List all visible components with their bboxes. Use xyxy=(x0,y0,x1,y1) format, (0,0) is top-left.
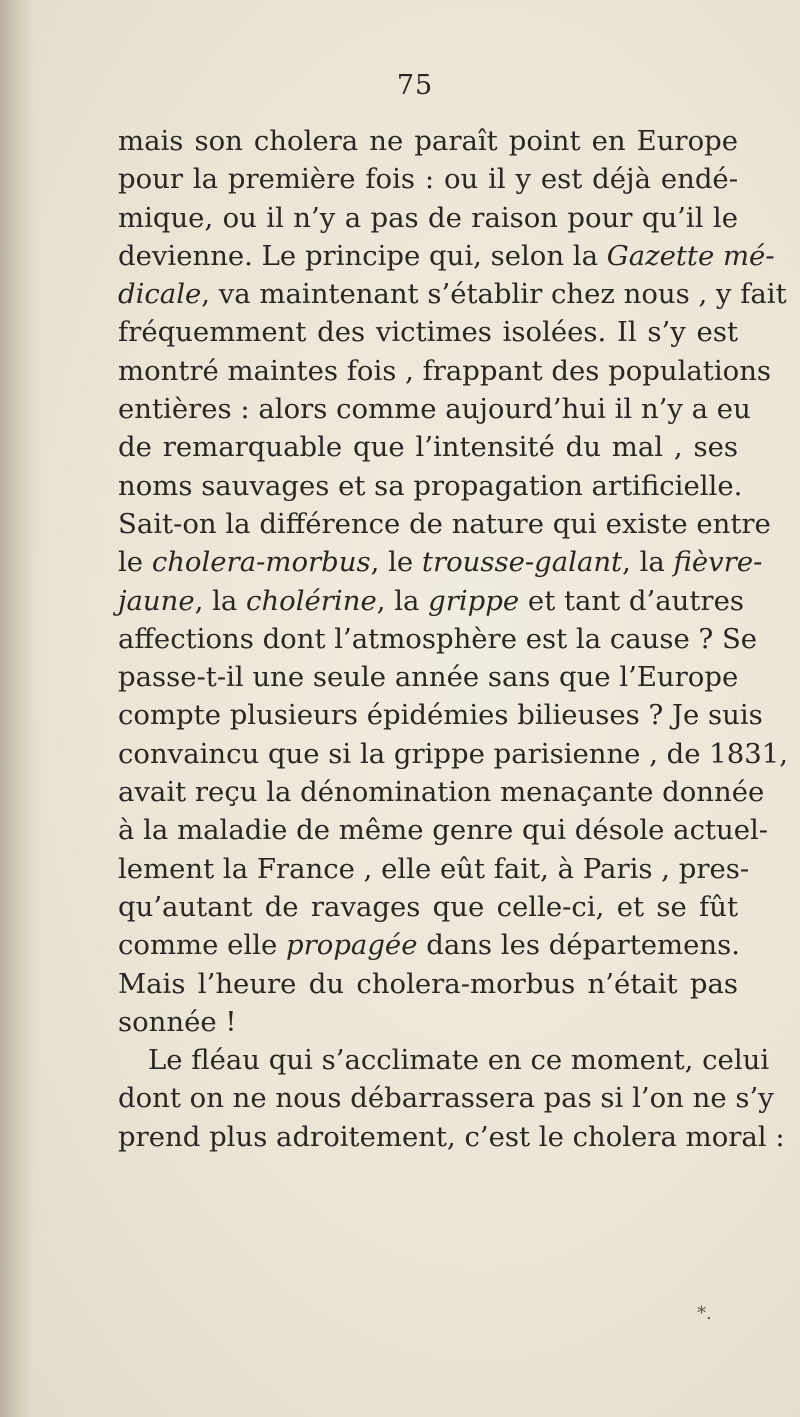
text-segment: Le fléau qui s’acclimate en ce moment, celui xyxy=(148,1044,770,1077)
text-segment: compte plusieurs épidémies bilieuses ? Je suis xyxy=(118,699,763,732)
italic-term: jaune xyxy=(118,584,195,617)
text-segment: le xyxy=(118,546,152,579)
italic-term: grippe xyxy=(428,584,520,617)
text-segment: montré maintes fois , frappant des populations xyxy=(118,354,772,387)
text-line xyxy=(118,1003,738,1041)
text-segment: pour la première fois : ou il y est déjà endé- xyxy=(118,163,738,196)
text-line xyxy=(118,160,738,198)
text-segment: de remarquable que l’intensité du mal , ses xyxy=(118,431,738,464)
text-segment: et tant d’autres xyxy=(519,584,744,617)
text-segment: comme elle xyxy=(118,929,287,962)
text-segment: Mais l’heure du cholera-morbus n’était pas xyxy=(118,967,738,1000)
text-line xyxy=(118,1041,770,1079)
text-line xyxy=(118,926,738,964)
page-binding-shadow xyxy=(0,0,42,1417)
text-segment: dont on ne nous débarrassera pas si l’on ne s’y xyxy=(118,1082,774,1115)
italic-term: dicale xyxy=(118,278,202,311)
tail-mark: *. xyxy=(697,1303,712,1324)
text-segment: fréquemment des victimes isolées. Il s’y est xyxy=(118,316,738,349)
text-segment: convaincu que si la grippe parisienne , de 1831, xyxy=(118,737,789,770)
text-line xyxy=(118,428,738,466)
italic-term: trousse-galant xyxy=(421,546,623,579)
text-line xyxy=(118,811,769,849)
text-segment: Sait-on la différence de nature qui existe entre xyxy=(118,507,771,540)
text-line xyxy=(118,620,758,658)
text-segment: , va maintenant s’établir chez nous , y fait xyxy=(201,278,787,311)
text-segment: prend plus adroitement, c’est le cholera moral : xyxy=(118,1120,785,1153)
text-segment: passe-t-il une seule année sans que l’Europe xyxy=(118,661,739,694)
page-number: 75 xyxy=(396,70,434,101)
text-line xyxy=(118,1118,785,1156)
italic-term: Gazette mé- xyxy=(606,239,775,272)
text-line xyxy=(118,237,775,275)
text-line xyxy=(118,505,771,543)
text-line xyxy=(118,352,772,390)
text-segment: mique, ou il n’y a pas de raison pour qu’il le xyxy=(118,201,738,234)
text-line xyxy=(118,850,750,888)
text-segment: lement la France , elle eût fait, à Paris , pres- xyxy=(118,852,750,885)
text-line xyxy=(118,1079,774,1117)
text-line xyxy=(118,313,738,351)
text-line xyxy=(118,275,787,313)
text-segment: qu’autant de ravages que celle-ci, et se fût xyxy=(118,890,738,923)
text-segment: , la xyxy=(194,584,247,617)
text-line xyxy=(118,543,763,581)
text-segment: à la maladie de même genre qui désole actuel- xyxy=(118,814,769,847)
text-segment: devienne. Le principe qui, selon la xyxy=(118,239,607,272)
text-line xyxy=(118,888,738,926)
italic-term: fièvre- xyxy=(673,546,763,579)
text-segment: noms sauvages et sa propagation artificielle. xyxy=(118,469,743,502)
italic-term: propagée xyxy=(286,929,418,962)
body-text xyxy=(118,122,789,1156)
text-segment: avait reçu la dénomination menaçante donnée xyxy=(118,776,765,809)
text-line xyxy=(118,735,789,773)
text-segment: entières : alors comme aujourd’hui il n’y a eu xyxy=(118,393,751,426)
text-line xyxy=(118,467,743,505)
text-line xyxy=(118,658,738,696)
text-line xyxy=(118,122,738,160)
text-line xyxy=(118,965,738,1003)
text-segment: affections dont l’atmosphère est la cause ? Se xyxy=(118,622,758,655)
text-segment: , le xyxy=(370,546,422,579)
text-line xyxy=(118,773,765,811)
text-line xyxy=(118,696,763,734)
text-line xyxy=(118,199,738,237)
italic-term: cholera-morbus xyxy=(151,546,371,579)
text-line xyxy=(118,582,744,620)
text-segment: , la xyxy=(376,584,429,617)
italic-term: cholérine xyxy=(246,584,377,617)
text-line xyxy=(118,390,751,428)
text-segment: sonnée ! xyxy=(118,1005,237,1038)
text-segment: dans les départemens. xyxy=(417,929,740,962)
text-segment: mais son cholera ne paraît point en Europe xyxy=(118,125,738,157)
text-segment: , la xyxy=(622,546,674,579)
